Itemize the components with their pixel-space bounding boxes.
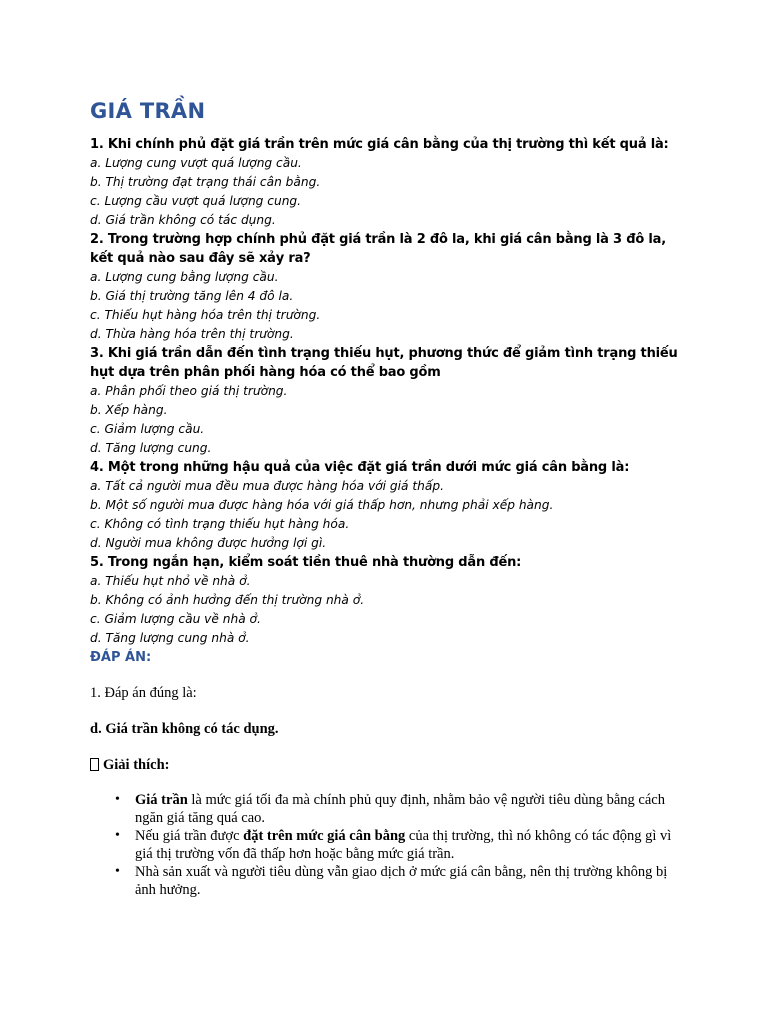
answer-option: b. Thị trường đạt trạng thái cân bằng. — [90, 175, 321, 189]
checkbox-glyph-icon — [90, 758, 99, 771]
bold-term: đặt trên mức giá cân bằng — [243, 828, 406, 844]
answer-option: c. Giảm lượng cầu về nhà ở. — [90, 612, 261, 626]
explanation-item — [135, 791, 690, 827]
answer-option: d. Tăng lượng cung nhà ở. — [90, 631, 250, 645]
answer-option: b. Một số người mua được hàng hóa với giá thấp hơn, nhưng phải xếp hàng. — [90, 498, 554, 512]
answer-option: a. Phân phối theo giá thị trường. — [90, 384, 288, 398]
answer-intro: 1. Đáp án đúng là: — [90, 685, 197, 701]
question-text: 1. Khi chính phủ đặt giá trần trên mức giá cân bằng của thị trường thì kết quả là: — [90, 137, 669, 152]
answer-heading: ĐÁP ÁN: — [90, 650, 152, 665]
explanation-text: Nhà sản xuất và người tiêu dùng vẫn giao dịch ở mức giá cân bằng, nên thị trường không bị ảnh hưởng. — [135, 864, 668, 898]
question-text: 3. Khi giá trần dẫn đến tình trạng thiếu hụt, phương thức để giảm tình trạng thiếu hụt dựa trên phân phối hàng hóa có thể bao gồm — [90, 346, 678, 380]
explanation-list — [90, 791, 690, 899]
question-list — [90, 135, 690, 648]
question-block — [90, 135, 690, 230]
answer-choice: d. Giá trần không có tác dụng. — [90, 721, 279, 737]
explanation-label: Giải thích: — [103, 757, 170, 773]
explanation-item — [135, 863, 690, 899]
question-text: 2. Trong trường hợp chính phủ đặt giá trần là 2 đô la, khi giá cân bằng là 3 đô la, kết quả nào sau đây sẽ xảy ra? — [90, 232, 666, 266]
answer-option: d. Giá trần không có tác dụng. — [90, 213, 276, 227]
answer-option: d. Thừa hàng hóa trên thị trường. — [90, 327, 294, 341]
answer-option: a. Tất cả người mua đều mua được hàng hóa với giá thấp. — [90, 479, 444, 493]
explanation-item — [135, 827, 690, 863]
explanation-text: của thị trường, thì nó không có tác động gì vì giá thị trường vốn đã thấp hơn hoặc bằng mức giá trần. — [135, 828, 672, 862]
question-block — [90, 458, 690, 553]
question-text: 4. Một trong những hậu quả của việc đặt giá trần dưới mức giá cân bằng là: — [90, 460, 630, 475]
page-title: GIÁ TRẦN — [90, 99, 206, 123]
question-block — [90, 344, 690, 458]
question-text: 5. Trong ngắn hạn, kiểm soát tiền thuê nhà thường dẫn đến: — [90, 555, 522, 570]
answer-option: a. Thiếu hụt nhỏ về nhà ở. — [90, 574, 251, 588]
answer-option: a. Lượng cung bằng lượng cầu. — [90, 270, 279, 284]
explanation-text: Nếu giá trần được — [135, 828, 244, 844]
explanation-text: là mức giá tối đa mà chính phủ quy định, nhằm bảo vệ người tiêu dùng bằng cách ngăn giá tăng quá cao. — [135, 792, 665, 826]
answer-option: c. Không có tình trạng thiếu hụt hàng hóa. — [90, 517, 350, 531]
answer-option: a. Lượng cung vượt quá lượng cầu. — [90, 156, 302, 170]
answer-option: c. Thiếu hụt hàng hóa trên thị trường. — [90, 308, 321, 322]
answer-option: c. Lượng cầu vượt quá lượng cung. — [90, 194, 302, 208]
explanation-heading — [90, 756, 690, 774]
answer-option: b. Không có ảnh hưởng đến thị trường nhà ở. — [90, 593, 365, 607]
answer-option: b. Xếp hàng. — [90, 403, 168, 417]
question-block — [90, 553, 690, 648]
answer-option: d. Người mua không được hưởng lợi gì. — [90, 536, 327, 550]
question-block — [90, 230, 690, 344]
answer-option: b. Giá thị trường tăng lên 4 đô la. — [90, 289, 294, 303]
bold-term: Giá trần — [135, 792, 188, 808]
document-content — [90, 99, 690, 899]
answer-option: c. Giảm lượng cầu. — [90, 422, 205, 436]
answer-option: d. Tăng lượng cung. — [90, 441, 212, 455]
